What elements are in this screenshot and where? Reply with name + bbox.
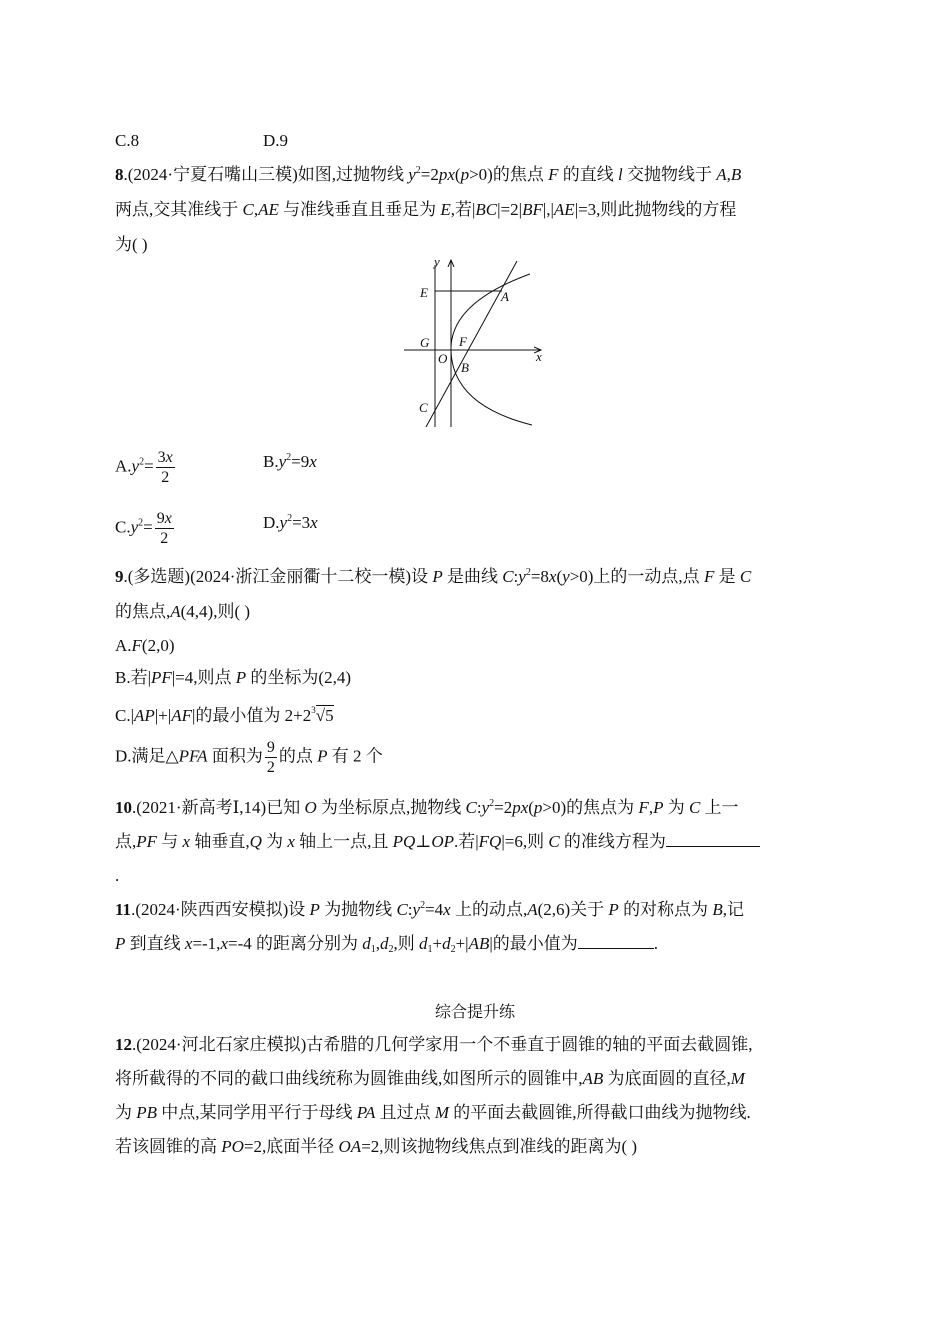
question-number: 9 bbox=[115, 567, 124, 586]
q8-line3: 为( ) bbox=[115, 235, 148, 254]
q12-line4: 若该圆锥的高 PO=2,底面半径 OA=2,则该抛物线焦点到准线的距离为( ) bbox=[115, 1137, 638, 1156]
answer-blank bbox=[666, 830, 760, 847]
question-number: 12 bbox=[115, 1035, 132, 1054]
q9-option-b: B.若|PF|=4,则点 P 的坐标为(2,4) bbox=[115, 668, 351, 687]
point-b-label: B bbox=[461, 360, 469, 375]
point-o-label: O bbox=[438, 351, 448, 366]
q8-option-c: $C.y^2=$ $\frac{9x}{2}$ bbox=[115, 510, 172, 547]
q12-line3: 为 PB 中点,某同学用平行于母线 PA 且过点 M 的平面去截圆锥,所得截口曲线为抛物线. bbox=[115, 1103, 751, 1122]
q10-line2: 点,PF 与 x 轴垂直,Q 为 x 轴上一点,且 PQ⊥OP.若|FQ|=6,则 C 的准线方程为 bbox=[115, 830, 760, 854]
point-a-label: A bbox=[501, 289, 509, 304]
q11-line1: 11.(2024·陕西西安模拟)设 P 为抛物线 $C:y^2=4x$ 上的动点,A(2,6)关于 P 的对称点为 B,记 bbox=[115, 900, 744, 919]
q8-option-b: $B.y^2=9x$ bbox=[263, 452, 317, 471]
q8-option-d: $D.y^2=3x$ bbox=[263, 513, 318, 532]
point-c-label: C bbox=[419, 400, 428, 415]
answer-blank bbox=[578, 932, 654, 949]
question-number: 11 bbox=[115, 900, 132, 919]
q8-option-a: $A.y^2=$ $\frac{3x}{2}$ bbox=[115, 449, 173, 486]
point-g-label: G bbox=[420, 335, 430, 350]
q9-option-d: D.满足△PFA 面积为 $\frac{9}{2}$ 的点 P 有 2 个 bbox=[115, 739, 383, 776]
q10-line1: 10.(2021·新高考Ⅰ,14)已知 O 为坐标原点,抛物线 $C:y^2=2px(p>0)$的焦点为 F,P 为 C 上一 bbox=[115, 798, 739, 817]
point-f-label: F bbox=[459, 334, 467, 349]
q8-line2: 两点,交其准线于 C,AE 与准线垂直且垂足为 E,若|BC|=2|BF|,|AE|=3,则此抛物线的方程 bbox=[115, 200, 737, 219]
question-number: 10 bbox=[115, 798, 132, 817]
q7-option-c: C.8 bbox=[115, 131, 140, 150]
axis-x-label: x bbox=[536, 349, 542, 364]
parabola-figure bbox=[400, 255, 560, 430]
point-e-label: E bbox=[420, 285, 428, 300]
q7-option-d: D.9 bbox=[263, 131, 289, 150]
q8-line1: 8.(2024·宁夏石嘴山三模)如图,过抛物线 $y^2=2px(p>0)$的焦点 F 的直线 l 交抛物线于 A,B bbox=[115, 165, 742, 184]
q10-line3: . bbox=[115, 866, 120, 885]
q12-line1: 12.(2024·河北石家庄模拟)古希腊的几何学家用一个不垂直于圆锥的轴的平面去截圆锥, bbox=[115, 1035, 753, 1054]
q12-line2: 将所截得的不同的截口曲线统称为圆锥曲线,如图所示的圆锥中,AB 为底面圆的直径,M bbox=[115, 1069, 745, 1088]
q9-line1: 9.(多选题)(2024·浙江金丽衢十二校一模)设 P 是曲线 $C:y^2=8x(y>0)$上的一动点,点 F 是 C bbox=[115, 567, 752, 586]
q11-line2: P 到直线 x=-1,x=-4 的距离分别为 $d_1,d_2$,则 $d_1+d_2+|AB|$的最小值为 . bbox=[115, 934, 659, 955]
question-number: 8 bbox=[115, 165, 124, 184]
q9-option-a: A.F(2,0) bbox=[115, 636, 175, 655]
axis-y-label: y bbox=[434, 255, 440, 269]
q9-line2: 的焦点,A(4,4),则( ) bbox=[115, 602, 251, 621]
section-title: 综合提升练 bbox=[434, 1002, 515, 1021]
q9-option-c: C.|AP|+|AF|的最小值为 $2+2^3√5$ bbox=[115, 705, 334, 725]
